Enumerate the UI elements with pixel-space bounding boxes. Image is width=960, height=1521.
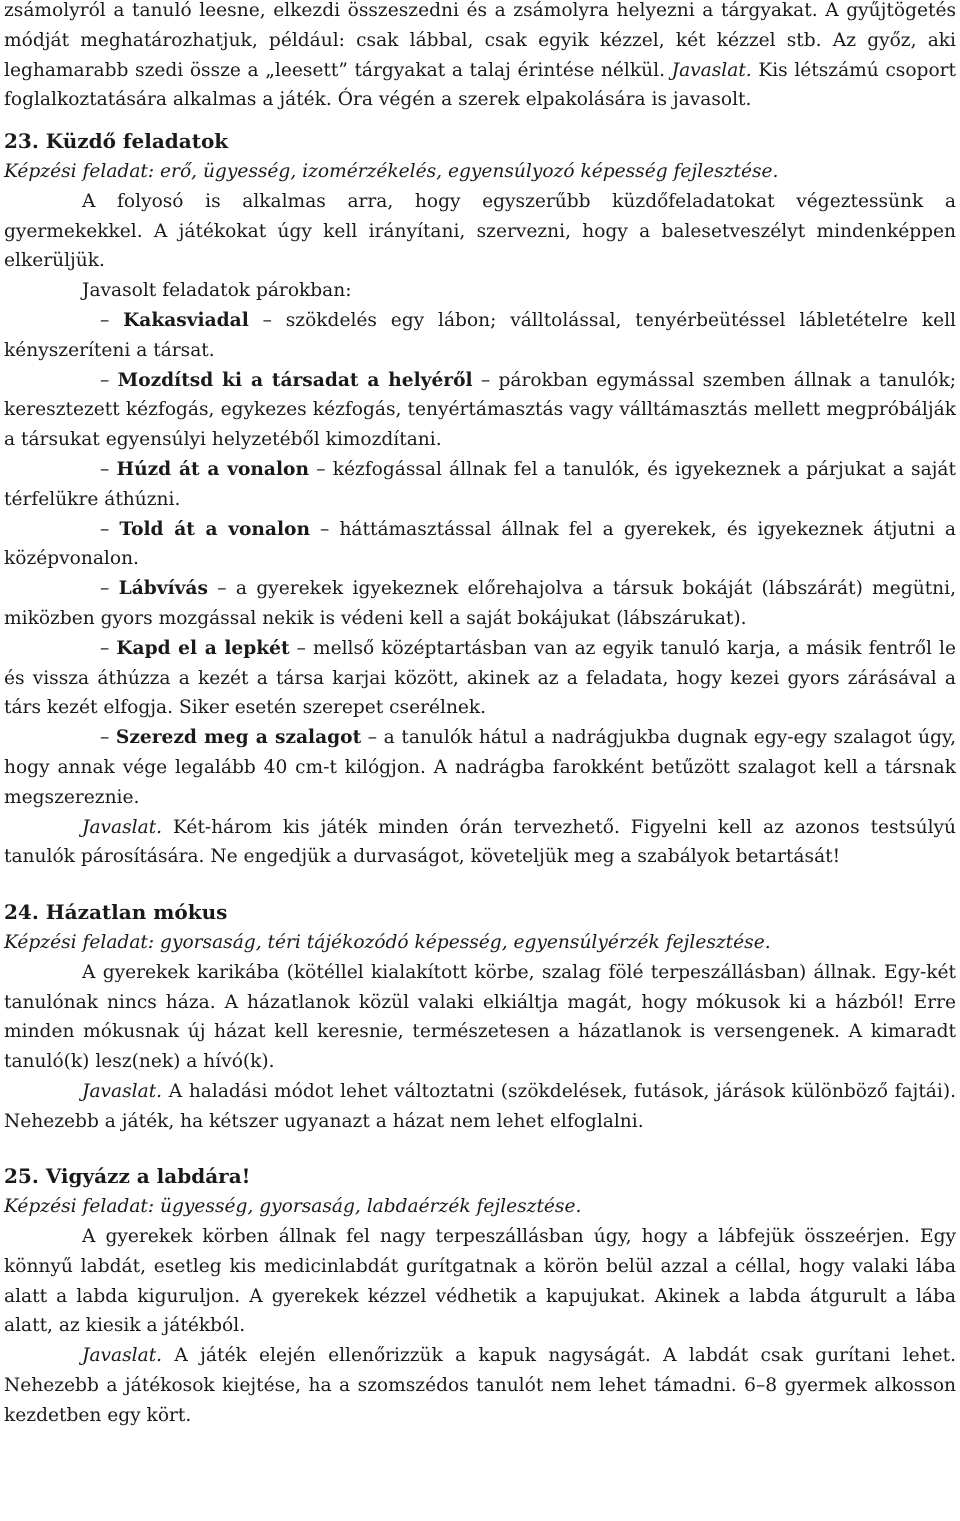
list-text: – a tanulók hátul a nadrágjukba dugnak egy-egy szalagot úgy, hogy annak vége legalább 40 cm-t kilógjon. A nadrágba farokként betűzött szalagot kell a társnak megszereznie. <box>4 727 956 808</box>
list-dash: – <box>100 309 110 331</box>
list-dash: – <box>100 369 110 391</box>
section-24 <box>4 898 956 1136</box>
intro-text: zsámolyról a tanuló leesne, elkezdi összeszedni és a zsámolyra helyezni a tárgyakat. A gyűjtögetés módját meghatározhatjuk, például: csak lábbal, csak egyik kézzel, két kézzel stb. Az győz, aki leghamarabb szedi össze a „leesett” tárgyakat a talaj érintése nélkül. <box>4 0 956 81</box>
list-term: Húzd át a vonalon <box>116 458 309 480</box>
section-subtitle: Képzési feladat: ügyesség, gyorsaság, labdaérzék fejlesztése. <box>4 1196 582 1218</box>
section-title: 24. Házatlan mókus <box>4 900 228 925</box>
tip-label: Javaslat. <box>671 59 752 81</box>
section-subtitle: Képzési feladat: erő, ügyesség, izomérzékelés, egyensúlyozó képesség fejlesztése. <box>4 160 779 182</box>
list-text: – háttámasztással állnak fel a gyerekek, és igyekeznek átjutni a középvonalon. <box>4 518 956 570</box>
section-title: 23. Küzdő feladatok <box>4 129 229 154</box>
section-paragraph: A gyerekek körben állnak fel nagy terpeszállásban úgy, hogy a lábfejük összeérjen. Egy könnyű labdát, esetleg kis medicinlabdát gurítgatnak a körön belül azzal a céllal, hogy valaki lába alatt a labda kiguruljon. A gyerekek kézzel védhetik a kapujukat. Akinek a labda átgurult a lába alatt, az kiesik a játékból. <box>4 1226 956 1337</box>
intro-block <box>4 0 956 115</box>
tip-text: A játék elején ellenőrizzük a kapuk nagyságát. A labdát csak gurítani lehet. Nehezebb a játékosok kiejtése, ha a szomszédos tanulót nem lehet támadni. 6–8 gyermek alkosson kezdetben egy kört. <box>4 1345 956 1426</box>
list-dash: – <box>100 458 110 480</box>
intro-paragraph <box>4 0 956 115</box>
list-text: – kézfogással állnak fel a tanulók, és igyekeznek a párjukat a saját térfelükre áthúzni. <box>4 458 956 510</box>
list-item <box>4 634 956 723</box>
tip-label: Javaslat. <box>82 1345 163 1367</box>
section-paragraph: A folyosó is alkalmas arra, hogy egyszerűbb küzdőfeladatokat végeztessünk a gyermekekkel. A játékokat úgy kell irányítani, szervezni, hogy a balesetveszélyt mindenképpen elkerüljük. <box>4 190 956 272</box>
list-dash: – <box>100 578 110 600</box>
list-term: Kapd el a lepkét <box>116 637 290 659</box>
list-item <box>4 306 956 366</box>
section-title: 25. Vigyázz a labdára! <box>4 1164 251 1189</box>
tip-text: Két-három kis játék minden órán tervezhető. Figyelni kell az azonos testsúlyú tanulók párosítására. Ne engedjük a durvaságot, követeljük meg a szabályok betartását! <box>4 816 956 868</box>
list-text: – szökdelés egy lábon; válltolással, tenyérbeütéssel lábletételre kell kényszeríteni a társat. <box>4 309 956 361</box>
list-item <box>4 515 956 575</box>
list-term: Szerezd meg a szalagot <box>115 727 362 749</box>
list-text: – párokban egymással szemben állnak a tanulók; keresztezett kézfogás, egykezes kézfogás, tenyértámasztás vagy válltámasztás mellett megpróbálják a társukat egyensúlyi helyzetéből kimozdítani. <box>4 369 956 451</box>
list-term: Mozdítsd ki a társadat a helyéről <box>117 369 473 391</box>
tip-paragraph <box>4 1077 956 1137</box>
section-paragraph: A gyerekek karikába (kötéllel kialakított körbe, szalag fölé terpeszállásban) állnak. Egy-két tanulónak nincs háza. A házatlanok közül valaki elkiáltja magát, hogy mókusok ki a házból! Erre minden mókusnak új házat kell keresnie, természetesen a házatlanok is versengenek. A kimaradt tanuló(k) lesz(nek) a hívó(k). <box>4 961 956 1073</box>
list-term: Kakasviadal <box>123 309 249 331</box>
tip-paragraph <box>4 813 956 873</box>
section-paragraph: Javasolt feladatok párokban: <box>82 280 352 302</box>
tip-paragraph <box>4 1341 956 1430</box>
list-term: Lábvívás <box>118 578 208 600</box>
tip-text: A haladási módot lehet változtatni (szökdelések, futások, járások különböző fajtái). Nehezebb a játék, ha kétszer ugyanazt a házat nem lehet elfoglalni. <box>4 1080 956 1132</box>
list-term: Told át a vonalon <box>119 518 310 540</box>
tip-label: Javaslat. <box>82 816 163 838</box>
list-dash: – <box>100 518 110 540</box>
list-item <box>4 574 956 634</box>
tip-label: Javaslat. <box>82 1080 163 1102</box>
list-dash: – <box>100 727 110 749</box>
list-item <box>4 366 956 455</box>
section-subtitle: Képzési feladat: gyorsaság, téri tájékozódó képesség, egyensúlyérzék fejlesztése. <box>4 931 771 953</box>
section-23 <box>4 127 956 872</box>
section-25 <box>4 1162 956 1430</box>
list-text: – a gyerekek igyekeznek előrehajolva a társuk bokáját (lábszárát) megütni, miközben gyors mozgással nekik is védeni kell a saját bokájukat (lábszárukat). <box>4 578 956 629</box>
list-dash: – <box>100 637 110 659</box>
tip-text: Kis létszámú csoport foglalkoztatására alkalmas a játék. Óra végén a szerek elpakolására is javasolt. <box>4 59 956 111</box>
list-item <box>4 723 956 812</box>
list-item <box>4 455 956 515</box>
list-text: – mellső középtartásban van az egyik tanuló karja, a másik fentről le és vissza áthúzza a kezét a társa karjai között, akinek az a feladata, hogy kezei gyors zárásával a társ kezét elfogja. Siker esetén szerepet cserélnek. <box>4 637 956 719</box>
